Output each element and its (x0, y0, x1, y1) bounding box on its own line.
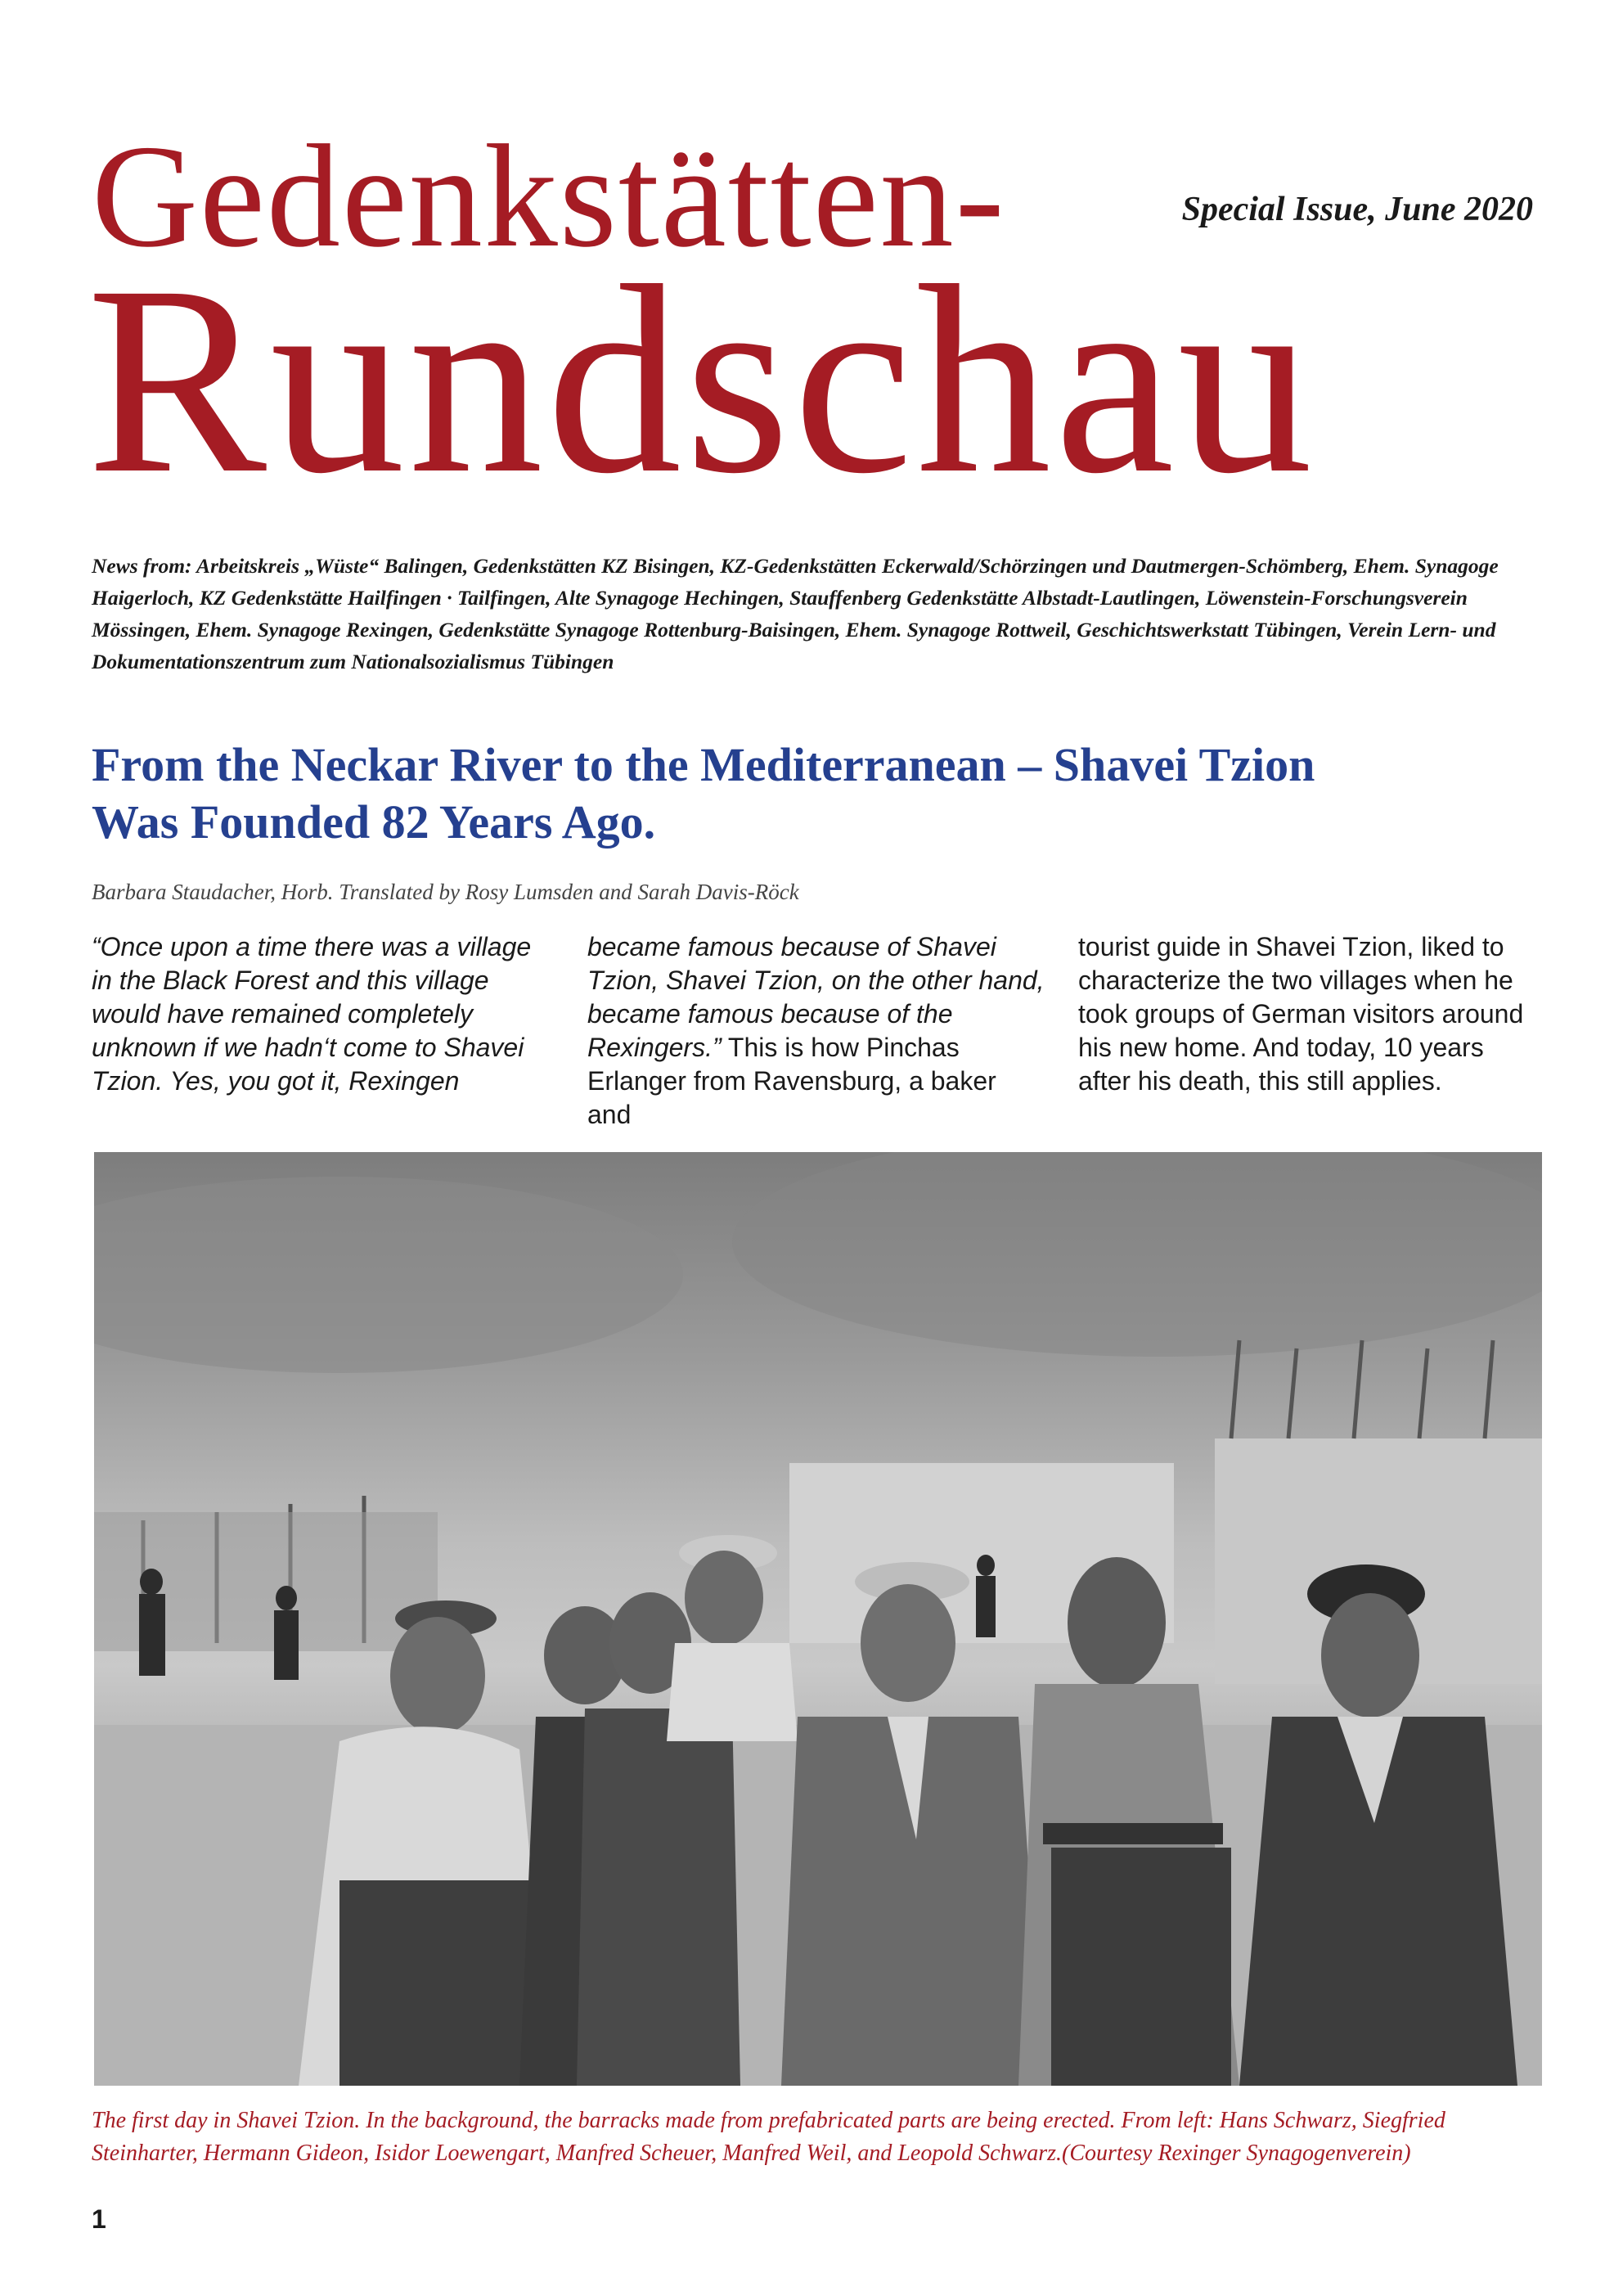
body-text: This is how Pinchas Erlanger from Ravensburg, a baker and (587, 1033, 996, 1129)
article-headline (92, 736, 1540, 851)
news-from-list: News from: Arbeitskreis „Wüste“ Balingen, Gedenkstätten KZ Bisingen, KZ-Gedenkstätten Eckerwald/Schörzingen und Dautmergen-Schömberg, Ehem. Synagoge Haigerloch, KZ Gedenkstätte Hailfingen · Tailfingen, Alte Synagoge Hechingen, Stauffenberg Gedenkstätte Albstadt-Lautlingen, Löwenstein-Forschungsverein Mössingen, Ehem. Synagoge Rexingen, Gedenkstätte Synagoge Rottenburg-Baisingen, Ehem. Synagoge Rottweil, Geschichtswerkstatt Tübingen, Verein Lern- und Dokumentationszentrum zum Nationalsozialismus Tübingen (92, 554, 1499, 673)
headline-line-1: From the Neckar River to the Mediterranean – Shavei Tzion (92, 738, 1315, 791)
issue-label: Special Issue, June 2020 (1181, 191, 1533, 228)
photo-illustration (94, 1152, 1542, 2086)
quote-text-continued: became famous because of Shavei Tzion, Shavei Tzion, on the other hand, became famous because of the Rexingers.” (587, 932, 1045, 1062)
body-text: tourist guide in Shavei Tzion, liked to characterize the two villages when he took groups of German visitors around his new home. And today, 10 years after his death, this still applies. (1078, 932, 1524, 1096)
masthead-title-line1: Gedenkstätten- (92, 115, 1006, 277)
photo-caption: The first day in Shavei Tzion. In the background, the barracks made from prefabricated parts are being erected. From left: Hans Schwarz, Siegfried Steinharter, Hermann Gideon, Isidor Loewengart, Manfred Scheuer, Manfred Weil, and Leopold Schwarz.(Courtesy Rexinger Synagogenverein) (92, 2108, 1445, 2166)
quote-text: “Once upon a time there was a village in the Black Forest and this village would have remained completely unknown if we hadn‘t come to Shavei Tzion. Yes, you got it, Rexingen (92, 932, 532, 1096)
historical-group-photo (94, 1152, 1542, 2086)
page-number: 1 (92, 2204, 106, 2234)
article-column-3 (1078, 930, 1536, 1098)
headline-line-2: Was Founded 82 Years Ago. (92, 795, 656, 849)
article-byline: Barbara Staudacher, Horb. Translated by Rosy Lumsden and Sarah Davis-Röck (92, 880, 799, 904)
masthead-title-line2: Rundschau (87, 231, 1316, 529)
article-column-2 (587, 930, 1045, 1132)
article-column-1 (92, 930, 550, 1098)
